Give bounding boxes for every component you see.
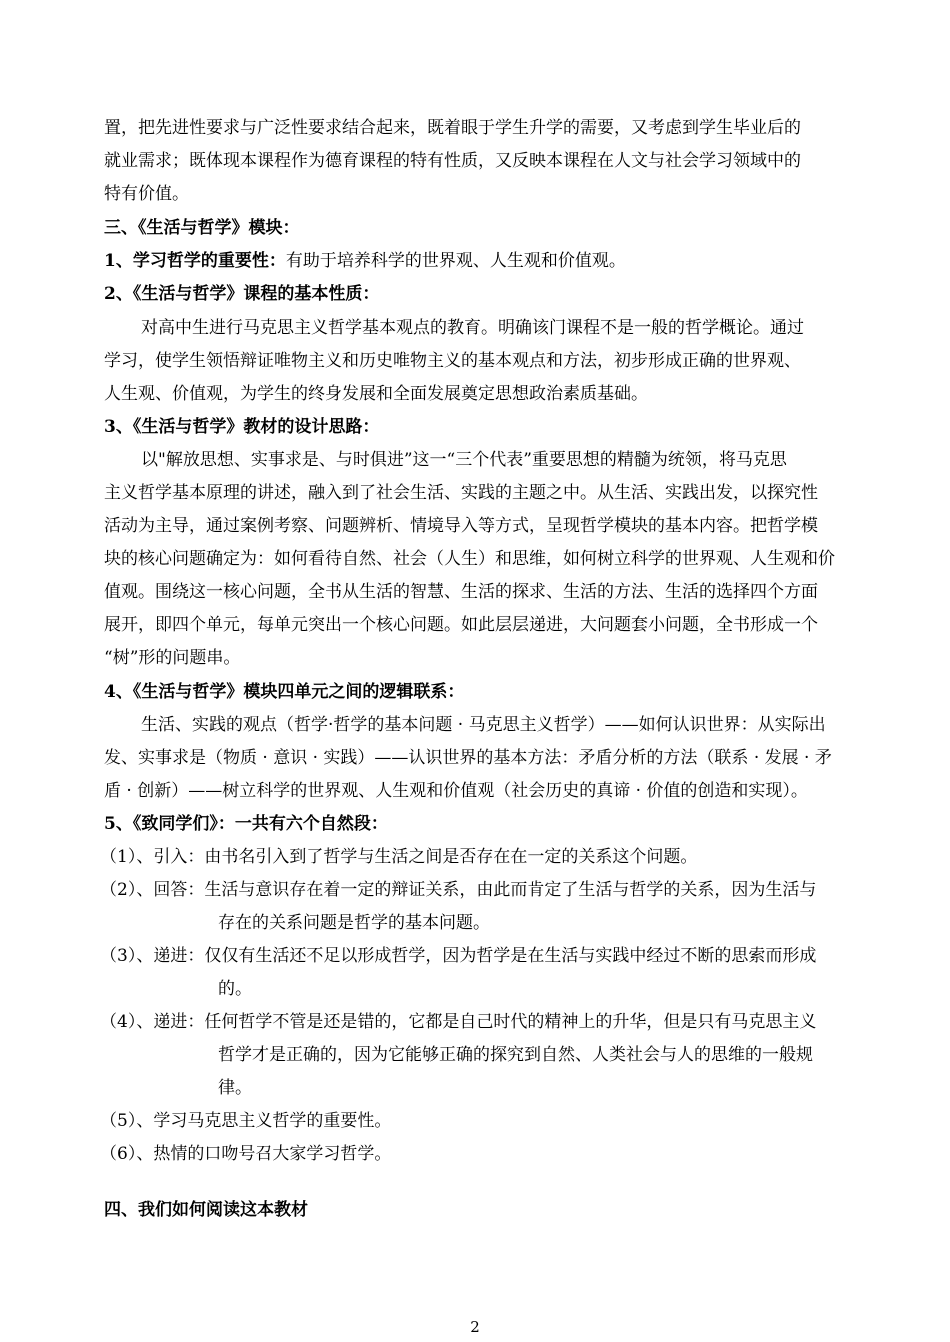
paragraph-line: “树”形的问题串。 bbox=[104, 648, 241, 668]
section-heading: 三、《生活与哲学》模块： bbox=[104, 218, 300, 238]
paragraph-line: 盾 · 创新）——树立科学的世界观、人生观和价值观（社会历史的真谛 · 价值的创造和实现）。 bbox=[104, 781, 808, 801]
intro-line: 就业需求；既体现本课程作为德育课程的特有性质，又反映本课程在人文与社会学习领域中的 bbox=[104, 151, 801, 171]
list-item: （2）、回答：生活与意识存在着一定的辩证关系，由此而肯定了生活与哲学的关系，因为生活与 bbox=[100, 880, 817, 900]
item-1-text: 有助于培养科学的世界观、人生观和价值观。 bbox=[285, 251, 626, 271]
page-number: 2 bbox=[470, 1318, 480, 1336]
intro-line: 特有价值。 bbox=[104, 184, 189, 204]
paragraph-line: 活动为主导，通过案例考察、问题辨析、情境导入等方式，呈现哲学模块的基本内容。把哲学模 bbox=[104, 516, 818, 536]
paragraph-line: 发、实事求是（物质 · 意识 · 实践）——认识世界的基本方法：矛盾分析的方法（联系 · 发展 · 矛 bbox=[104, 748, 832, 768]
item-5-heading: 5、《致同学们》：一共有六个自然段： bbox=[104, 814, 388, 834]
paragraph-line: 人生观、价值观，为学生的终身发展和全面发展奠定思想政治素质基础。 bbox=[104, 384, 648, 404]
paragraph-line: 对高中生进行马克思主义哲学基本观点的教育。明确该门课程不是一般的哲学概论。通过 bbox=[141, 318, 804, 338]
paragraph-line: 展开，即四个单元，每单元突出一个核心问题。如此层层递进，大问题套小问题，全书形成一个 bbox=[104, 615, 818, 635]
item-4-heading: 4、《生活与哲学》模块四单元之间的逻辑联系： bbox=[104, 682, 465, 702]
list-item-continuation: 存在的关系问题是哲学的基本问题。 bbox=[218, 913, 490, 933]
item-3-heading: 3、《生活与哲学》教材的设计思路： bbox=[104, 417, 380, 437]
item-1 bbox=[104, 250, 626, 272]
list-item: （5）、学习马克思主义哲学的重要性。 bbox=[100, 1111, 392, 1131]
list-item-continuation: 哲学才是正确的，因为它能够正确的探究到自然、人类社会与人的思维的一般规 bbox=[218, 1045, 813, 1065]
paragraph-line: 块的核心问题确定为：如何看待自然、社会（人生）和思维，如何树立科学的世界观、人生观和价 bbox=[104, 549, 835, 569]
paragraph-line: 学习，使学生领悟辩证唯物主义和历史唯物主义的基本观点和方法，初步形成正确的世界观、 bbox=[104, 351, 801, 371]
list-item: （4）、递进：任何哲学不管是还是错的，它都是自己时代的精神上的升华，但是只有马克思主义 bbox=[100, 1012, 817, 1032]
list-item: （6）、热情的口吻号召大家学习哲学。 bbox=[100, 1144, 392, 1164]
section-heading: 四、我们如何阅读这本教材 bbox=[104, 1200, 308, 1220]
list-item: （1）、引入：由书名引入到了哲学与生活之间是否存在在一定的关系这个问题。 bbox=[100, 847, 698, 867]
item-1-label: 1、学习哲学的重要性： bbox=[104, 251, 286, 271]
intro-line: 置，把先进性要求与广泛性要求结合起来，既着眼于学生升学的需要，又考虑到学生毕业后的 bbox=[104, 118, 801, 138]
list-item-continuation: 律。 bbox=[218, 1078, 252, 1098]
paragraph-line: 生活、实践的观点（哲学·哲学的基本问题 · 马克思主义哲学）——如何认识世界：从实际出 bbox=[141, 715, 826, 735]
paragraph-line: 主义哲学基本原理的讲述，融入到了社会生活、实践的主题之中。从生活、实践出发，以探究性 bbox=[104, 483, 818, 503]
item-2-heading: 2、《生活与哲学》课程的基本性质： bbox=[104, 284, 380, 304]
paragraph-line: 以"解放思想、实事求是、与时俱进”这一“三个代表”重要思想的精髓为统领，将马克思 bbox=[141, 450, 787, 470]
list-item-continuation: 的。 bbox=[218, 979, 252, 999]
list-item: （3）、递进：仅仅有生活还不足以形成哲学，因为哲学是在生活与实践中经过不断的思索而形成 bbox=[100, 946, 817, 966]
paragraph-line: 值观。围绕这一核心问题，全书从生活的智慧、生活的探求、生活的方法、生活的选择四个方面 bbox=[104, 582, 818, 602]
